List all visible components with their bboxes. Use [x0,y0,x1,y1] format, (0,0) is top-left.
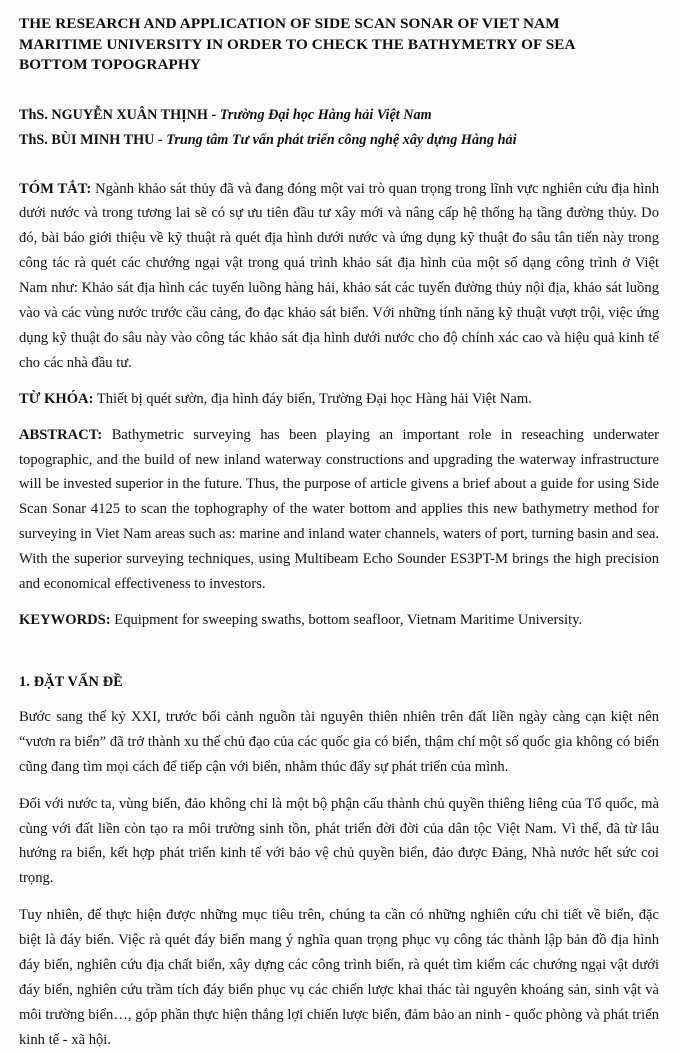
abstract-english-text: Bathymetric surveying has been playing an important role in reseaching underwater topographic, and the build of new inland waterway constructions and upgrading the waterway infrastructure will be invested superior in the future. Thus, the purpose of article givens a brief about a guide for using Side Scan Sonar 4125 to scan the tophography of the water bottom and applies this new bathymetry method for surveying in Viet Nam areas such as: marine and inland water channels, waters of port, turning basin and sea. With the superior surveying techniques, using Multibeam Echo Sounder ES3PT-M brings the high precision and economical effectiveness to investors. [19,426,659,593]
page-title: THE RESEARCH AND APPLICATION OF SIDE SCAN SONAR OF VIET NAM MARITIME UNIVERSITY IN ORDER TO CHECK THE BATHYMETRY OF SEA BOTTOM TOPOGRAPHY [19,15,575,73]
author-separator: - [157,131,163,148]
author-name: BÙI MINH THU [51,131,155,148]
keywords-english-label: KEYWORDS: [19,612,111,628]
keywords-vietnamese-label: TỪ KHÓA: [19,390,94,407]
author-affiliation: Trường Đại học Hàng hải Việt Nam [219,106,432,123]
abstract-vietnamese-text: Ngành khảo sát thủy đã và đang đóng một vai trò quan trọng trong lĩnh vực nghiên cứu địa hình dưới nước và trong tương lai sẽ có sự ưu tiên đầu tư xây mới và nâng cấp hệ thống hạ tầng đường thủy. Do đó, bài báo giới thiệu về kỹ thuật rà quét địa hình dưới nước và ứng dụng kỹ thuật đo sâu tân tiến này trong công tác rà quét các chướng ngại vật trong quá trình khảo sát địa hình của một số dạng công trình ở Việt Nam như: Khảo sát địa hình các tuyến luồng hàng hải, khảo sát các tuyến đường thủy nội địa, khảo sát luồng vào và các vùng nước trước cầu cảng, đo đạc khảo sát biển. Với những tính năng kỹ thuật vượt trội, việc ứng dụng kỹ thuật đo sâu này vào công tác khảo sát địa hình dưới nước cho độ chính xác cao và hiệu quả kinh tế cho các nhà đầu tư. [19,180,659,371]
author-degree: ThS. [19,131,48,148]
abstract-english [19,423,659,597]
section-heading-1: 1. ĐẶT VẤN ĐỀ [19,673,123,690]
section-paragraph: Tuy nhiên, để thực hiện được những mục tiêu trên, chúng ta cần có những nghiên cứu chi tiết về biển, đặc biệt là đáy biển. Việc rà quét đáy biển mang ý nghĩa quan trọng phục vụ công tác thành lập bản đồ địa hình đáy biển, nghiên cứu địa chất biển, xây dựng các công trình biển, rà quét tìm kiếm các chướng ngại vật dưới đáy biển, nghiên cứu trầm tích đáy biển phục vụ các chiến lược khai thác tài nguyên khoáng sản, sinh vật và môi trường biển…, góp phần thực hiện thắng lợi chiến lược biển, đảm bảo an ninh - quốc phòng và phát triển kinh tế - xã hội. [19,907,659,1048]
section-paragraph: Bước sang thế kỷ XXI, trước bối cảnh nguồn tài nguyên thiên nhiên trên đất liền ngày càng cạn kiệt nên “vươn ra biển” đã trở thành xu thế chủ đạo của các quốc gia có biển, thậm chí một số quốc gia không có biển cũng đang tìm mọi cách để tiếp cận với biển, nhằm thúc đẩy sự phát triển của mình. [19,708,659,775]
abstract-vietnamese [19,177,659,376]
author-separator: - [211,106,217,123]
section-paragraph: Đối với nước ta, vùng biển, đảo không chỉ là một bộ phận cấu thành chủ quyền thiêng liêng của Tổ quốc, mà cùng với đất liền còn tạo ra môi trường sinh tồn, phát triển đời đời của dân tộc Việt Nam. Vì thế, đã từ lâu hướng ra biển, kết hợp phát triển kinh tế với bảo vệ chủ quyền biển, đảo được Đảng, Nhà nước hết sức coi trọng. [19,795,659,887]
keywords-vietnamese-text: Thiết bị quét sườn, địa hình đáy biển, Trường Đại học Hàng hải Việt Nam. [93,390,532,407]
author-block [19,105,659,151]
abstract-vietnamese-label: TÓM TẮT: [19,180,92,197]
abstract-english-label: ABSTRACT: [19,426,103,443]
author-name: NGUYỄN XUÂN THỊNH [51,106,208,123]
keywords-vietnamese [19,387,659,412]
author-line [19,105,659,126]
keywords-english-text: Equipment for sweeping swaths, bottom seafloor, Vietnam Maritime University. [110,612,583,628]
page-content [19,14,659,1053]
author-degree: ThS. [19,106,48,123]
keywords-english [19,608,659,633]
author-line [19,130,659,151]
author-affiliation: Trung tâm Tư vấn phát triển công nghệ xây dựng Hàng hải [166,131,517,148]
